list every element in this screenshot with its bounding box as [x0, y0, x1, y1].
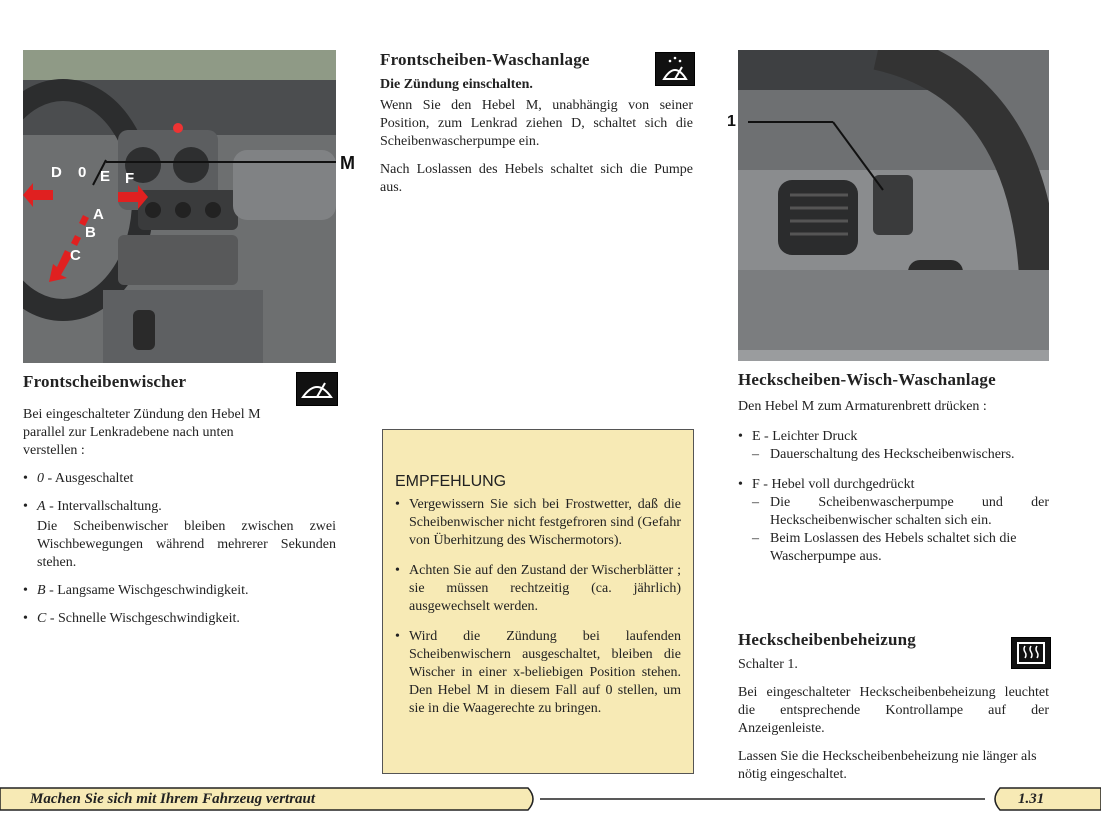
- wiper-section: [23, 372, 336, 628]
- rear-wiper-e-dash: – Dauerschaltung des Heckscheibenwischers.: [738, 446, 1049, 464]
- callout-0: 0: [78, 164, 87, 181]
- rear-heating-section: [738, 630, 1049, 784]
- washer-title: Frontscheiben-Waschanlage: [380, 50, 590, 69]
- dashboard-photo: [23, 50, 336, 363]
- washer-p2: Nach Loslassen des Hebels schaltet sich die Pumpe aus.: [380, 162, 693, 195]
- callout-m: M: [340, 153, 355, 173]
- wiper-item-b: • B - Langsame Wischgeschwindigkeit.: [23, 582, 336, 600]
- switch-illustration: [738, 50, 1049, 361]
- callout-1: 1: [727, 113, 736, 130]
- washer-p1: Wenn Sie den Hebel M, unabhängig von seiner Position, zum Lenkrad ziehen D, schaltet sich die Scheibenwascherpumpe ein.: [380, 98, 693, 149]
- wiper-icon: [296, 372, 338, 406]
- rear-wiper-intro: Den Hebel M zum Armaturenbrett drücken :: [738, 399, 987, 414]
- recommendation-list: [395, 496, 681, 718]
- washer-icon: [655, 52, 695, 86]
- recommendation-item-1: • Vergewissern Sie sich bei Frostwetter, daß die Scheibenwischer nicht festgefroren sind (Gefahr von Überhitzung des Wischermotors).: [395, 496, 681, 550]
- recommendation-box: [382, 429, 694, 774]
- rear-wiper-list: [738, 428, 1049, 566]
- recommendation-item-3: • Wird die Zündung bei laufenden Scheibenwischern ausgeschaltet, bleiben die Wischer in einer x-beliebigen Position stehen. Den Hebel M in diesem Fall auf 0 stellen, um sie in die Waagerechte zu bringen.: [395, 628, 681, 718]
- rear-heating-icon: [1011, 637, 1051, 669]
- callout-e: E: [100, 168, 111, 185]
- rear-heating-p1: Bei eingeschalteter Heckscheibenbeheizung leuchtet die entsprechende Kontrollampe auf der Anzeigenleiste.: [738, 685, 1049, 736]
- wiper-list: [23, 470, 336, 628]
- wiper-title: Frontscheibenwischer: [23, 372, 187, 391]
- rear-wiper-f: • F - Hebel voll durchgedrückt – Die Scheibenwascherpumpe und der Heckscheibenwischer schalten sich ein. – Beim Loslassen des Hebels schaltet sich die Wascherpumpe aus.: [738, 476, 1049, 566]
- callout-f: F: [125, 170, 135, 187]
- washer-section: [380, 50, 693, 197]
- washer-subtitle: Die Zündung einschalten.: [380, 77, 533, 92]
- wiper-intro: Bei eingeschalteter Zündung den Hebel M parallel zur Lenkradebene nach unten verstellen :: [23, 407, 261, 458]
- rear-wiper-e: • E - Leichter Druck – Dauerschaltung des Heckscheibenwischers.: [738, 428, 1049, 464]
- dashboard-illustration: [23, 50, 336, 363]
- recommendation-title: EMPFEHLUNG: [395, 473, 507, 490]
- rear-heating-title: Heckscheibenbeheizung: [738, 630, 916, 649]
- rear-heating-switch: Schalter 1.: [738, 657, 798, 672]
- rear-wiper-section: [738, 370, 1049, 566]
- wiper-item-a: • A - Intervallschaltung. Die Scheibenwischer bleiben zwischen zwei Wischbewegungen während mehrerer Sekunden stehen.: [23, 498, 336, 572]
- rear-heating-p2: Lassen Sie die Heckscheibenbeheizung nie länger als nötig eingeschaltet.: [738, 749, 1037, 782]
- wiper-a-detail: Die Scheibenwischer bleiben zwischen zwei Wischbewegungen während mehrerer Sekunden stehen.: [37, 519, 336, 570]
- callout-b: B: [85, 224, 96, 241]
- rear-wiper-f-dash2: – Beim Loslassen des Hebels schaltet sich die Wascherpumpe aus.: [738, 530, 1049, 566]
- page-number: 1.31: [1018, 791, 1045, 807]
- recommendation-item-2: • Achten Sie auf den Zustand der Wischerblätter ; sie müssen rechtzeitig (ca. jährlich) ausgewechselt werden.: [395, 562, 681, 616]
- wiper-item-c: • C - Schnelle Wischgeschwindigkeit.: [23, 610, 336, 628]
- rear-wiper-f-dash1: – Die Scheibenwascherpumpe und der Heckscheibenwischer schalten sich ein.: [738, 494, 1049, 530]
- wiper-item-0: • 0 - Ausgeschaltet: [23, 470, 336, 488]
- footer-section-title: Machen Sie sich mit Ihrem Fahrzeug vertraut: [30, 791, 316, 807]
- switch-photo: [738, 50, 1049, 361]
- callout-d: D: [51, 164, 62, 181]
- callout-c: C: [70, 247, 81, 264]
- callout-a: A: [93, 206, 104, 223]
- rear-wiper-title: Heckscheiben-Wisch-Waschanlage: [738, 370, 996, 389]
